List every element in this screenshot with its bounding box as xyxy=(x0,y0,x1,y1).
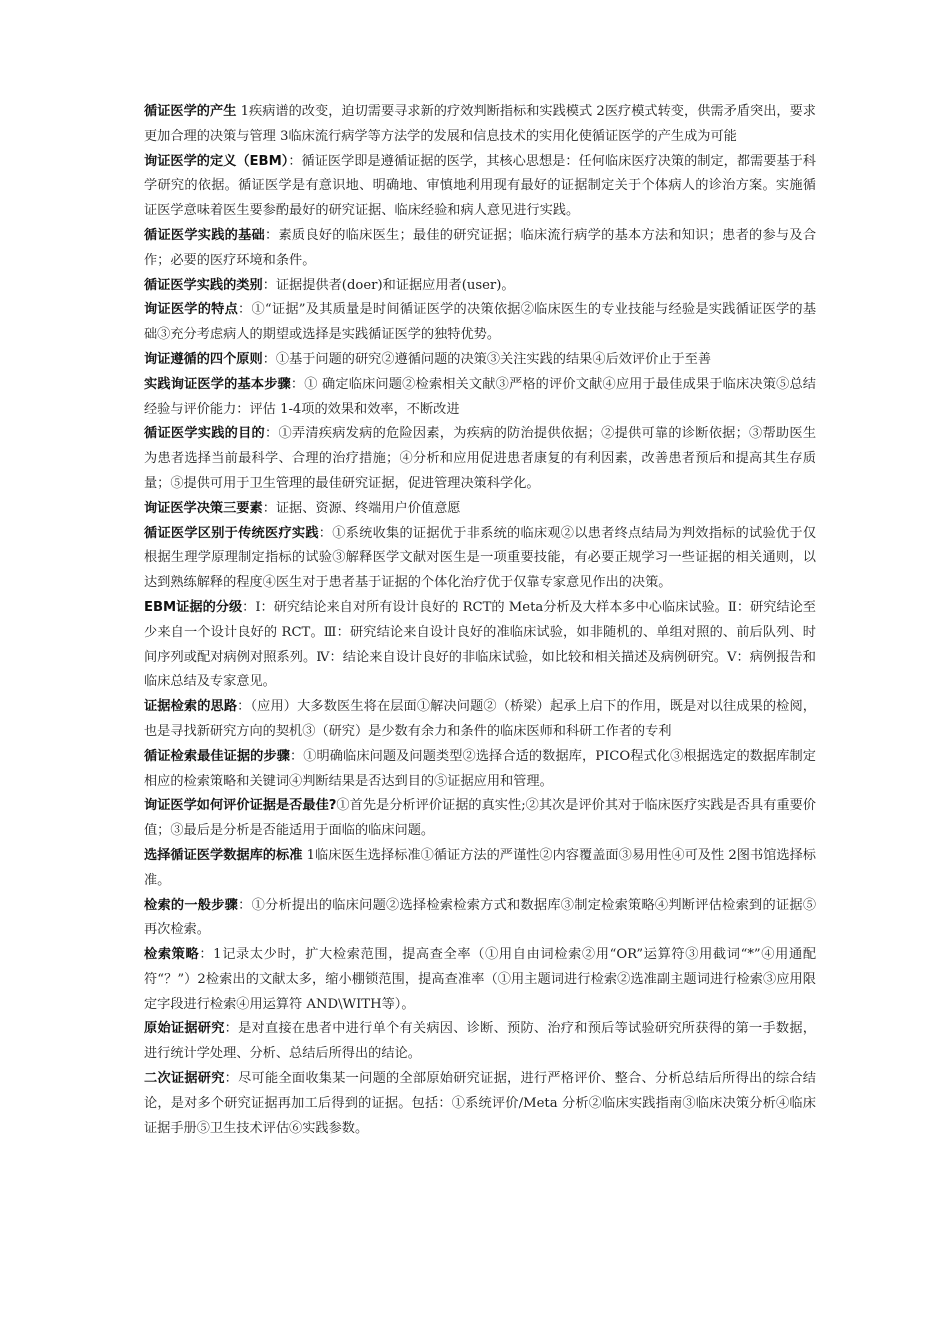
paragraph-body: ：（应用）大多数医生将在层面①解决问题②（桥梁）起承上启下的作用，既是对以往成果的检阅，也是寻找新研究方向的契机③（研究）是少数有余力和条件的临床医师和科研工作者的专利 xyxy=(144,699,816,739)
paragraph-body: ：证据、资源、终端用户价值意愿 xyxy=(262,500,461,516)
paragraph-body: ：①“证据”及其质量是时间循证医学的决策依据②临床医生的专业技能与经验是实践循证医学的基础③充分考虑病人的期望或选择是实践循证医学的独特优势。 xyxy=(144,302,817,343)
paragraph-steps xyxy=(144,373,816,423)
paragraph-evidence-grading xyxy=(144,596,816,695)
paragraph-body: 1疾病谱的改变，迫切需要寻求新的疗效判断指标和实践模式 2医疗模式转变，供需矛盾突出，要求更加合理的决策与管理 3临床流行病学等方法学的发展和信息技术的实用化使循证医学的产生成为可能 xyxy=(144,104,816,144)
paragraph-origin xyxy=(144,100,816,150)
paragraph-search-steps xyxy=(144,745,816,795)
term-heading: 询证医学的特点 xyxy=(144,302,239,318)
term-heading: 选择循证医学数据库的标准 xyxy=(144,847,303,863)
paragraph-body: ：I：研究结论来自对所有设计良好的 RCT的 Meta分析及大样本多中心临床试验。Ⅱ：研究结论至少来自一个设计良好的 RCT。Ⅲ：研究结论来自设计良好的准临床试验，如非随机的、单组对照的、前后队列、时间序列或配对病例对照系列。Ⅳ：结论来自设计良好的非临床试验，如比较和相关描述及病例研究。Ⅴ：病例报告和临床总结及专家意见。 xyxy=(144,599,816,690)
paragraph-features xyxy=(144,298,816,348)
term-heading: 循证医学实践的基础 xyxy=(144,227,266,243)
paragraph-search-approach xyxy=(144,695,816,745)
term-heading: 循证医学实践的类别 xyxy=(144,277,263,293)
paragraph-body: ：尽可能全面收集某一问题的全部原始研究证据，进行严格评价、整合、分析总结后所得出的综合结论，是对多个研究证据再加工后得到的证据。包括：①系统评价/Meta 分析②临床实践指南③临床决策分析④临床证据手册⑤卫生技术评估⑥实践参数。 xyxy=(144,1071,816,1136)
paragraph-three-elements xyxy=(144,497,816,522)
paragraph-secondary-research xyxy=(144,1067,816,1141)
term-heading: 循证医学实践的目的 xyxy=(144,426,266,442)
paragraph-body: ：①基于问题的研究②遵循问题的决策③关注实践的结果④后效评价止于至善 xyxy=(262,351,712,367)
term-heading: EBM证据的分级 xyxy=(144,599,243,615)
term-heading: 实践询证医学的基本步骤 xyxy=(144,376,291,392)
paragraph-body: ：素质良好的临床医生；最佳的研究证据；临床流行病学的基本方法和知识；患者的参与及合作；必要的医疗环境和条件。 xyxy=(144,227,817,268)
term-heading: 循证医学区别于传统医疗实践 xyxy=(144,525,319,541)
paragraph-foundation xyxy=(144,224,816,274)
paragraph-primary-research xyxy=(144,1017,816,1067)
term-heading: 询证医学的定义（EBM） xyxy=(144,153,289,169)
term-heading: 证据检索的思路 xyxy=(144,699,238,715)
term-heading: 原始证据研究 xyxy=(144,1021,225,1037)
paragraph-purpose xyxy=(144,422,816,496)
paragraph-body: ①首先是分析评价证据的真实性;②其次是评价其对于临床医疗实践是否具有重要价值；③最后是分析是否能适用于面临的临床问题。 xyxy=(144,798,816,839)
paragraph-body: ：证据提供者(doer)和证据应用者(user)。 xyxy=(262,277,515,293)
paragraph-categories xyxy=(144,274,816,299)
paragraph-principles xyxy=(144,348,816,373)
term-heading: 检索的一般步骤 xyxy=(144,897,239,913)
term-heading: 询证遵循的四个原则 xyxy=(144,351,263,367)
term-heading: 询证医学决策三要素 xyxy=(144,500,263,516)
paragraph-body: ：循证医学即是遵循证据的医学，其核心思想是：任何临床医疗决策的制定，都需要基于科学研究的依据。循证医学是有意识地、明确地、审慎地利用现有最好的证据制定关于个体病人的诊治方案。实施循证医学意味着医生要参酌最好的研究证据、临床经验和病人意见进行实践。 xyxy=(144,153,816,219)
paragraph-evaluate-evidence xyxy=(144,794,816,844)
paragraph-body: 1临床医生选择标准①循证方法的严谨性②内容覆盖面③易用性④可及性 2图书馆选择标准。 xyxy=(144,847,816,888)
term-heading: 检索策略 xyxy=(144,947,200,963)
paragraph-body: ：是对直接在患者中进行单个有关病因、诊断、预防、治疗和预后等试验研究所获得的第一手数据，进行统计学处理、分析、总结后所得出的结论。 xyxy=(144,1021,816,1062)
paragraph-body: ：①系统收集的证据优于非系统的临床观②以患者终点结局为判效指标的试验优于仅根据生理学原理制定指标的试验③解释医学文献对医生是一项重要技能，有必要正规学习一些证据的相关通则，以达到熟练解释的程度④医生对于患者基于证据的个体化治疗优于仅靠专家意见作出的决策。 xyxy=(144,525,817,591)
paragraph-search-strategy xyxy=(144,943,816,1017)
paragraph-definition xyxy=(144,150,816,224)
paragraph-body: ：1记录太少时，扩大检索范围，提高查全率（①用自由词检索②用“OR”运算符③用截词“*”④用通配符“？”）2检索出的文献太多，缩小棚锁范围，提高查准率（①用主题词进行检索②选准副主题词进行检索③应用限定字段进行检索④用运算符 AND\WITH等）。 xyxy=(144,947,817,1012)
paragraph-database-criteria xyxy=(144,844,816,894)
paragraph-body: ：①分析提出的临床问题②选择检索检索方式和数据库③制定检索策略④判断评估检索到的证据⑤再次检索。 xyxy=(144,897,817,938)
paragraph-general-steps xyxy=(144,894,816,944)
term-heading: 询证医学如何评价证据是否最佳? xyxy=(144,798,337,814)
paragraph-body: ：① 确定临床问题②检索相关文献③严格的评价文献④应用于最佳成果于临床决策⑤总结经验与评价能力：评估 1-4项的效果和效率，不断改进 xyxy=(144,376,816,417)
paragraph-body: ：①弄清疾病发病的危险因素，为疾病的防治提供依据；②提供可靠的诊断依据；③帮助医生为患者选择当前最科学、合理的治疗措施；④分析和应用促进患者康复的有利因素，改善患者预后和提高其生存质量；⑤提供可用于卫生管理的最佳研究证据，促进管理决策科学化。 xyxy=(144,426,817,491)
paragraph-body: ：①明确临床问题及问题类型②选择合适的数据库，PICO程式化③根据选定的数据库制定相应的检索策略和关键词④判断结果是否达到目的⑤证据应用和管理。 xyxy=(144,748,816,789)
term-heading: 循证检索最佳证据的步骤 xyxy=(144,748,290,764)
document-page xyxy=(144,100,816,1141)
paragraph-difference xyxy=(144,522,816,596)
term-heading: 二次证据研究 xyxy=(144,1071,225,1087)
term-heading: 循证医学的产生 xyxy=(144,104,237,119)
